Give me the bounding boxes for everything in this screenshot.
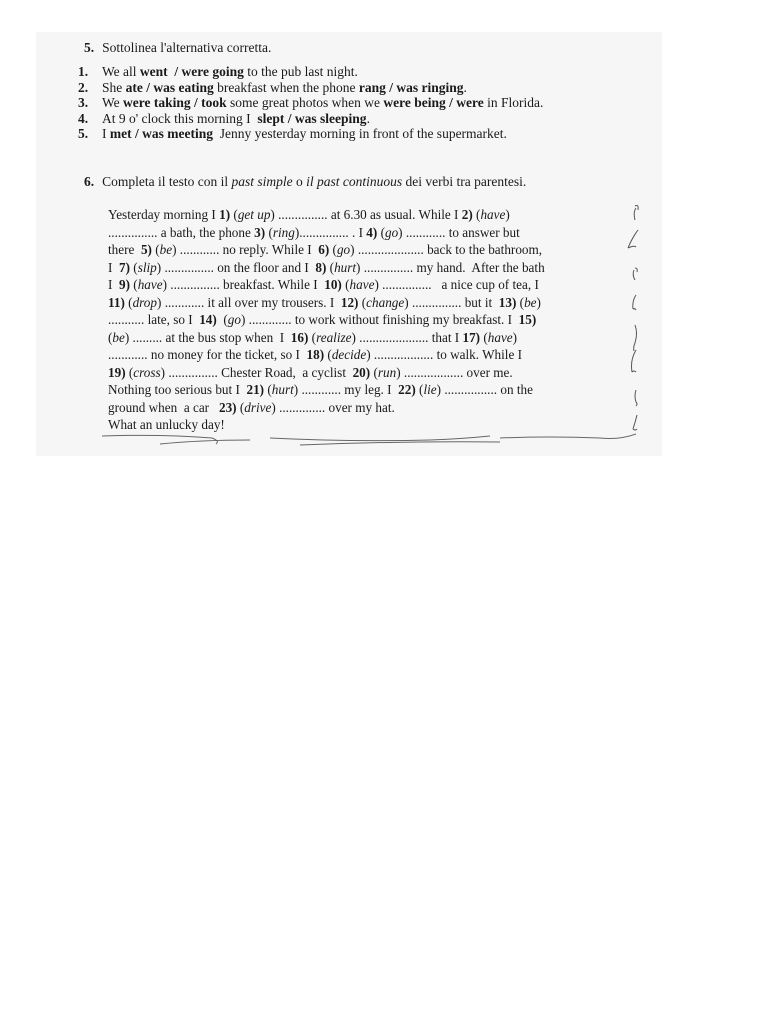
text-segment: in Florida.: [483, 95, 544, 111]
text-segment: ): [505, 207, 510, 222]
text-segment: dei verbi tra parentesi.: [402, 174, 527, 189]
text-segment: (: [329, 242, 337, 257]
text-segment: (: [264, 382, 272, 397]
text-segment: (: [130, 277, 138, 292]
italic-segment: drop: [132, 294, 157, 310]
text-segment: ) ............. to work without finishing my breakfast. I: [240, 312, 519, 327]
text-segment: ) ............ it all over my trousers. I: [157, 294, 341, 310]
exercise-5-list: [78, 64, 543, 142]
text-segment: We: [102, 95, 124, 111]
exercise-5-item: [78, 111, 543, 127]
torn-edge-bottom: [100, 430, 640, 450]
text-segment: ............ no money for the ticket, so I: [108, 347, 307, 362]
bold-segment: 10): [324, 277, 342, 292]
text-segment: o: [292, 174, 307, 189]
bold-segment: 9): [119, 277, 130, 292]
passage-line: [108, 364, 545, 382]
text-segment: ) ............... on the floor and I: [156, 259, 316, 275]
bold-segment: 14): [199, 312, 217, 327]
item-number: 2.: [78, 79, 89, 95]
text-segment: ) ............ my leg. I: [293, 382, 399, 397]
passage-line: [108, 259, 545, 277]
bold-segment: 20): [352, 364, 371, 380]
exercise-6-number: 6.: [84, 174, 95, 189]
text-segment: (: [472, 207, 481, 222]
item-number: 1.: [78, 64, 89, 79]
torn-edge-right: [618, 200, 648, 445]
text-segment: (: [358, 294, 367, 310]
exercise-5-item: [78, 64, 543, 80]
bold-segment: 23): [218, 399, 237, 415]
text-segment: ) ............... my hand. After the bath: [356, 259, 545, 275]
text-segment: (: [230, 207, 238, 222]
text-segment: there: [108, 242, 141, 257]
text-segment: .: [463, 79, 467, 95]
text-segment: (: [125, 364, 134, 380]
text-segment: )............... . I: [294, 224, 367, 240]
italic-segment: be: [524, 294, 537, 310]
text-segment: I: [108, 259, 119, 275]
italic-segment: go: [336, 242, 351, 257]
italic-segment: run: [377, 364, 397, 380]
bold-segment: 7): [119, 259, 130, 275]
passage-line: [108, 276, 545, 294]
item-number: 4.: [78, 110, 89, 126]
italic-segment: have: [137, 277, 163, 292]
italic-segment: have: [480, 207, 506, 222]
text-segment: (: [377, 224, 385, 240]
italic-segment: decide: [331, 347, 367, 362]
bold-segment: 6): [318, 242, 330, 257]
text-segment: I: [102, 126, 110, 142]
text-segment: ) ................ on the: [436, 382, 533, 397]
item-number: 5.: [78, 126, 89, 142]
exercise-5-item: [78, 80, 543, 96]
bold-segment: 21): [246, 382, 265, 397]
bold-segment: rang / was ringing: [358, 79, 464, 95]
text-segment: (: [415, 382, 424, 397]
text-segment: (: [480, 329, 488, 345]
text-segment: ........... late, so I: [108, 312, 200, 327]
bold-segment: 19): [108, 364, 126, 380]
exercise-5-instruction: Sottolinea l'alternativa corretta.: [102, 40, 272, 55]
bold-segment: 12): [340, 294, 359, 310]
italic-segment: go: [227, 312, 241, 327]
bold-segment: 15): [518, 312, 537, 327]
passage-line: [108, 346, 545, 364]
text-segment: ) ............... breakfast. While I: [162, 277, 325, 292]
bold-segment: were taking / took: [123, 95, 227, 111]
text-segment: (: [370, 364, 378, 380]
text-segment: (: [324, 347, 332, 362]
text-segment: (: [308, 329, 317, 345]
text-segment: ) ............... a nice cup of tea, I: [374, 277, 539, 292]
bold-segment: went / were going: [139, 64, 244, 79]
exercise-6-heading: [84, 174, 526, 190]
bold-segment: 2): [461, 207, 473, 222]
text-segment: (: [341, 277, 350, 292]
text-segment: What an unlucky day!: [108, 417, 225, 432]
text-segment: (: [265, 224, 273, 240]
exercise-5-heading: [84, 40, 271, 56]
text-segment: ) ......... at the bus stop when I: [124, 329, 291, 345]
italic-segment: have: [349, 277, 375, 292]
text-segment: (: [326, 259, 335, 275]
italic-segment: have: [487, 329, 513, 345]
text-segment: ) ............... but it: [404, 294, 499, 310]
italic-segment: drive: [244, 399, 272, 415]
text-segment: ) .................. over me.: [396, 364, 513, 380]
bold-segment: ate / was eating: [125, 79, 214, 95]
italic-segment: go: [384, 224, 399, 240]
passage-line: [108, 399, 545, 417]
text-segment: We all: [102, 64, 140, 79]
exercise-6-passage: [108, 206, 545, 434]
text-segment: Yesterday morning I: [108, 207, 220, 222]
italic-segment: hurt: [271, 382, 294, 397]
bold-segment: 11): [108, 294, 125, 310]
text-segment: ): [536, 294, 541, 310]
text-segment: ) ............ no reply. While I: [172, 242, 319, 257]
text-segment: ) .................. to walk. While I: [366, 347, 523, 362]
text-segment: breakfast when the phone: [213, 79, 359, 95]
exercise-5-item: [78, 126, 543, 142]
text-segment: ground when a car: [108, 399, 219, 415]
text-segment: ) .............. over my hat.: [271, 399, 395, 415]
text-segment: (: [236, 399, 245, 415]
passage-line: [108, 224, 545, 242]
exercise-6-instruction: [102, 174, 526, 189]
italic-segment: slip: [137, 259, 157, 275]
text-segment: (: [130, 259, 138, 275]
text-segment: Jenny yesterday morning in front of the supermarket.: [212, 126, 507, 142]
italic-segment: ring: [272, 224, 295, 240]
text-segment: At 9 o' clock this morning I: [102, 110, 258, 126]
passage-line: [108, 381, 545, 399]
italic-segment: cross: [133, 364, 161, 380]
bold-segment: 22): [398, 382, 416, 397]
text-segment: .: [366, 110, 370, 126]
bold-segment: 18): [306, 347, 325, 362]
text-segment: Nothing too serious but I: [108, 382, 247, 397]
text-segment: ) ............ to answer but: [398, 224, 520, 240]
text-segment: some great photos when we: [226, 95, 384, 111]
bold-segment: 13): [498, 294, 517, 310]
italic-segment: il past continuous: [306, 174, 403, 189]
item-number: 3.: [78, 95, 89, 111]
italic-segment: hurt: [334, 259, 357, 275]
exercise-5-item: [78, 95, 543, 111]
bold-segment: 16): [290, 329, 309, 345]
passage-line: [108, 329, 545, 347]
text-segment: She: [102, 79, 126, 95]
text-segment: (: [516, 294, 525, 310]
bold-segment: met / was meeting: [109, 126, 213, 142]
text-segment: ) ............... at 6.30 as usual. While I: [270, 207, 462, 222]
bold-segment: 8): [315, 259, 327, 275]
passage-line: [108, 311, 545, 329]
bold-segment: 17): [462, 329, 481, 345]
text-segment: ) ............... Chester Road, a cyclist: [160, 364, 353, 380]
text-segment: (: [151, 242, 160, 257]
bold-segment: 4): [366, 224, 378, 240]
text-segment: ............... a bath, the phone: [108, 224, 255, 240]
italic-segment: change: [366, 294, 405, 310]
italic-segment: be: [112, 329, 125, 345]
italic-segment: lie: [423, 382, 437, 397]
italic-segment: past simple: [231, 174, 293, 189]
bold-segment: 1): [219, 207, 231, 222]
text-segment: Completa il testo con il: [102, 174, 232, 189]
passage-line: [108, 294, 545, 312]
bold-segment: 3): [254, 224, 266, 240]
text-segment: I: [108, 277, 119, 292]
text-segment: (: [108, 329, 113, 345]
passage-line: [108, 206, 545, 224]
passage-line: [108, 241, 545, 259]
text-segment: to the pub last night.: [243, 64, 358, 79]
italic-segment: be: [159, 242, 173, 257]
text-segment: ) .................... back to the bathroom,: [350, 242, 543, 257]
text-segment: ): [512, 329, 518, 345]
exercise-5-number: 5.: [84, 40, 95, 55]
italic-segment: realize: [316, 329, 352, 345]
bold-segment: were being / were: [383, 95, 484, 111]
text-segment: (: [124, 294, 133, 310]
italic-segment: get up: [237, 207, 271, 222]
bold-segment: slept / was sleeping: [257, 110, 367, 126]
bold-segment: 5): [140, 242, 152, 257]
text-segment: ) ..................... that I: [351, 329, 463, 345]
text-segment: (: [216, 312, 228, 327]
